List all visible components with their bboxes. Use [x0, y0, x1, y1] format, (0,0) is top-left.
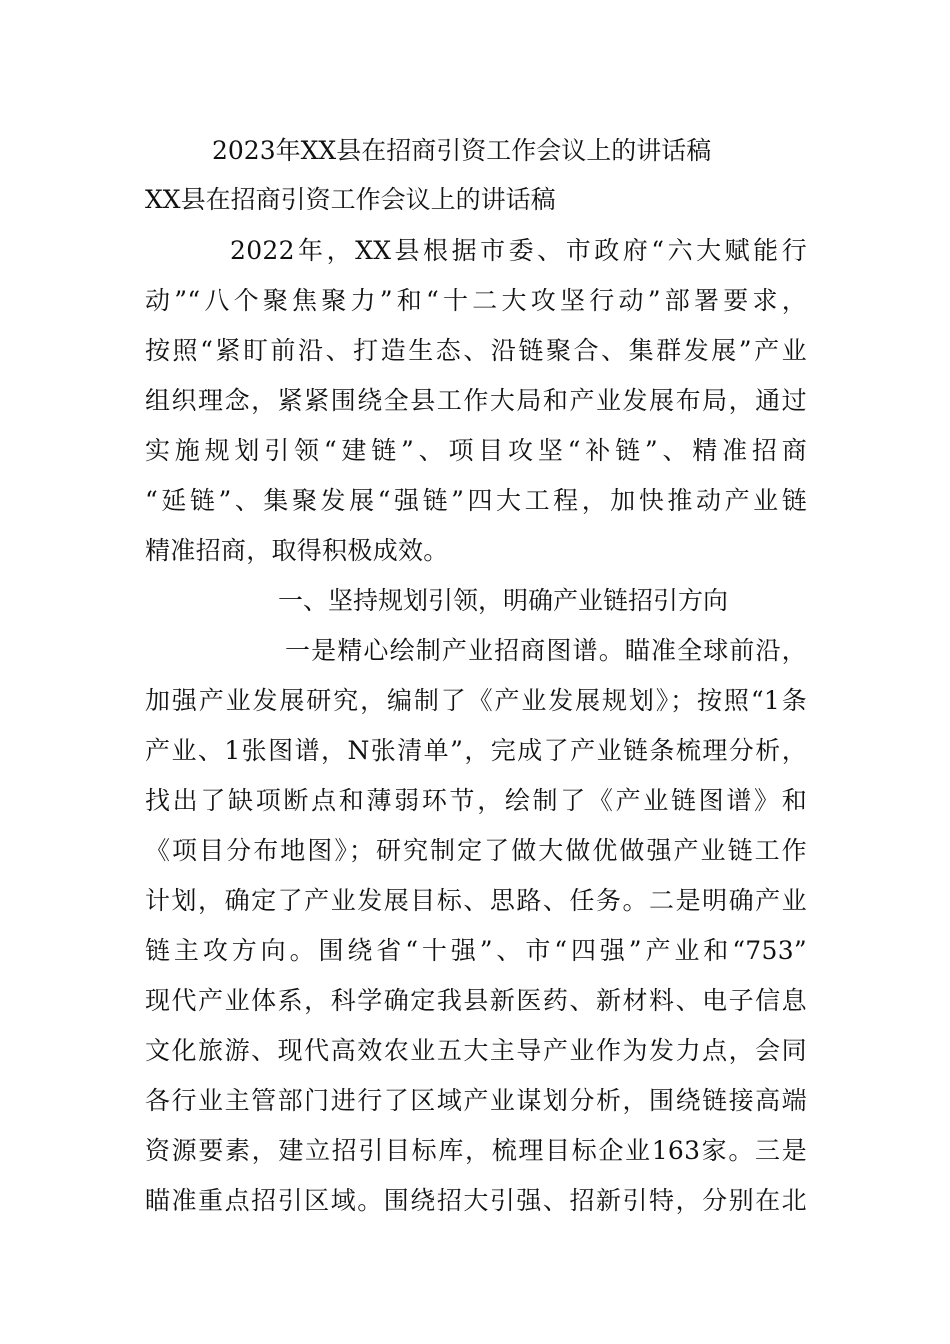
paragraph-line: 瞄准重点招引区域。围绕招大引强、招新引特，分别在北 — [145, 1186, 807, 1215]
paragraph-line: 加强产业发展研究，编制了《产业发展规划》；按照“1条 — [145, 686, 807, 715]
paragraph-line: 精准招商，取得积极成效。 — [145, 536, 449, 565]
paragraph-line: 找出了缺项断点和薄弱环节，绘制了《产业链图谱》和 — [145, 786, 807, 815]
paragraph-line: 《项目分布地图》；研究制定了做大做优做强产业链工作 — [145, 836, 807, 865]
document-title: 2023年XX县在招商引资工作会议上的讲话稿 — [212, 136, 712, 165]
paragraph-line: 一是精心绘制产业招商图谱。瞄准全球前沿， — [285, 636, 807, 665]
paragraph-line: 实施规划引领“建链”、项目攻坚“补链”、精准招商 — [145, 436, 807, 465]
document-subtitle: XX县在招商引资工作会议上的讲话稿 — [145, 185, 556, 214]
paragraph-line: 链主攻方向。围绕省“十强”、市“四强”产业和“753” — [145, 936, 807, 965]
paragraph-line: 资源要素，建立招引目标库，梳理目标企业163家。三是 — [145, 1136, 807, 1165]
paragraph-line: 产业、1张图谱，N张清单”，完成了产业链条梳理分析， — [145, 736, 807, 765]
paragraph-line: 各行业主管部门进行了区域产业谋划分析，围绕链接高端 — [145, 1086, 807, 1115]
paragraph-line: 文化旅游、现代高效农业五大主导产业作为发力点，会同 — [145, 1036, 807, 1065]
paragraph-line: 计划，确定了产业发展目标、思路、任务。二是明确产业 — [145, 886, 807, 915]
paragraph-line: 现代产业体系，科学确定我县新医药、新材料、电子信息 — [145, 986, 807, 1015]
paragraph-line: 动”“八个聚焦聚力”和“十二大攻坚行动”部署要求， — [145, 286, 807, 315]
paragraph-line: 组织理念，紧紧围绕全县工作大局和产业发展布局，通过 — [145, 386, 807, 415]
paragraph-line: “延链”、集聚发展“强链”四大工程，加快推动产业链 — [145, 486, 807, 515]
paragraph-line: 2022年，XX县根据市委、市政府“六大赋能行 — [230, 236, 807, 265]
paragraph-line: 按照“紧盯前沿、打造生态、沿链聚合、集群发展”产业 — [145, 336, 807, 365]
section-heading: 一、坚持规划引领，明确产业链招引方向 — [278, 586, 729, 615]
